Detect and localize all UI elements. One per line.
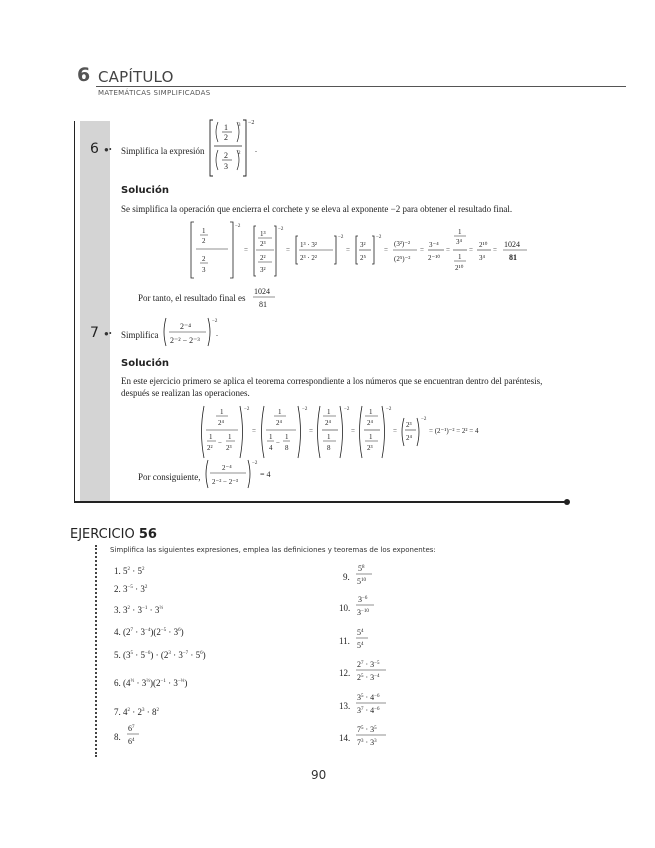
problem-7-solution-steps bbox=[198, 404, 498, 460]
svg-text:−: − bbox=[218, 439, 222, 447]
svg-text:2³: 2³ bbox=[226, 444, 232, 452]
svg-text:8: 8 bbox=[285, 444, 289, 452]
svg-text:−2: −2 bbox=[344, 407, 350, 412]
svg-text:1: 1 bbox=[202, 227, 206, 235]
example-box-bottom-rule bbox=[74, 501, 568, 503]
svg-text:2⁴: 2⁴ bbox=[406, 434, 412, 442]
svg-text:=: = bbox=[469, 246, 473, 254]
exercise-item-1: 1. $5^2 \cdot 5^2$ bbox=[114, 566, 145, 576]
svg-text:2¹⁰: 2¹⁰ bbox=[455, 264, 464, 272]
svg-text:2¹⁰: 2¹⁰ bbox=[479, 241, 488, 249]
header-rule bbox=[96, 86, 626, 87]
svg-text:510: $5^{10}$ bbox=[357, 577, 366, 586]
svg-text:2⁴: 2⁴ bbox=[218, 419, 224, 427]
svg-text:1: 1 bbox=[458, 253, 462, 261]
svg-text:2⁻² − 2⁻³: 2⁻² − 2⁻³ bbox=[212, 478, 239, 486]
svg-text:1: 1 bbox=[369, 408, 373, 416]
svg-text:=: = bbox=[346, 246, 350, 254]
svg-text:2²: 2² bbox=[207, 444, 213, 452]
problem-7-explanation-2: después se realizan las operaciones. bbox=[121, 388, 250, 398]
exercise-title-prefix: EJERCICIO bbox=[70, 527, 135, 542]
svg-text:3²: 3² bbox=[360, 241, 366, 249]
exercise-item-number: 6. bbox=[114, 678, 121, 688]
exercise-item-number: 4. bbox=[114, 627, 121, 637]
exercise-item-13-fraction bbox=[355, 691, 389, 717]
svg-text:2: 2 bbox=[202, 255, 206, 263]
svg-text:(2⁵)⁻²: (2⁵)⁻² bbox=[394, 255, 411, 263]
svg-text:−2: −2 bbox=[212, 319, 218, 324]
svg-text:3⁴: 3⁴ bbox=[479, 254, 485, 262]
svg-text:81: 81 bbox=[509, 253, 517, 262]
exercise-item-9: 9. bbox=[343, 572, 350, 582]
problem-number-6: 6 bbox=[90, 141, 99, 157]
exercise-item-10-fraction bbox=[355, 593, 377, 619]
svg-text:=: = bbox=[384, 246, 388, 254]
problem-number-7: 7 bbox=[90, 325, 99, 341]
svg-text:−2: −2 bbox=[248, 120, 255, 126]
svg-text:2⁻⁴: 2⁻⁴ bbox=[180, 322, 192, 331]
svg-text:67: $6^7$ bbox=[128, 724, 135, 733]
exercise-item-14-fraction bbox=[355, 723, 389, 749]
exercise-instructions: Simplifica las siguientes expresiones, emplea las definiciones y teoremas de los exponentes: bbox=[110, 546, 436, 554]
svg-text:−2: −2 bbox=[421, 417, 427, 422]
problem-6-solution-steps bbox=[188, 220, 508, 280]
svg-text:2⁴: 2⁴ bbox=[367, 419, 373, 427]
exercise-item-2: 2. $3^{-5} \cdot 3^2$ bbox=[114, 584, 148, 594]
svg-text:(3²)⁻²: (3²)⁻² bbox=[394, 240, 411, 248]
svg-text:58: $5^8$ bbox=[358, 564, 365, 573]
problem-6-explanation: Se simplifica la operación que encierra el corchete y se eleva al exponente −2 para obtener el resultado final. bbox=[121, 204, 513, 214]
svg-text:1: 1 bbox=[269, 433, 273, 441]
exercise-item-8 bbox=[114, 732, 121, 742]
bullet-icon: ●• bbox=[104, 145, 112, 154]
svg-text:2: 2 bbox=[202, 237, 206, 245]
chapter-number: 6 bbox=[77, 64, 91, 86]
svg-text:75 · 35: $7^5 \cdot 3^5$ bbox=[357, 725, 377, 734]
svg-text:1: 1 bbox=[220, 408, 224, 416]
exercise-item-12: 12. bbox=[339, 668, 351, 678]
svg-text:8: 8 bbox=[327, 444, 331, 452]
problem-7-result bbox=[204, 458, 284, 492]
problem-7-conclusion: Por consiguiente, bbox=[138, 472, 201, 482]
exercise-item-11: 11. bbox=[339, 636, 350, 646]
bullet-icon: ●• bbox=[104, 329, 112, 338]
svg-text:.: . bbox=[216, 329, 218, 338]
svg-text:−2: −2 bbox=[235, 224, 241, 229]
svg-text:=: = bbox=[244, 246, 248, 254]
svg-text:2³: 2³ bbox=[260, 240, 266, 248]
svg-text:3⁴: 3⁴ bbox=[456, 238, 462, 246]
exercise-item-6: 6. $(4^{\frac{1}{2}} \cdot 3^{\frac{2}{3}})(2^{-1} \cdot 3^{-\frac{1}{3}})$ bbox=[114, 678, 188, 688]
rule-end-dot bbox=[564, 499, 570, 505]
exercise-item-number: 5. bbox=[114, 650, 121, 660]
exercise-title bbox=[70, 527, 157, 542]
exercise-item-13: 13. bbox=[339, 701, 351, 711]
svg-text:3−10: $3^{-10}$ bbox=[357, 608, 369, 617]
svg-text:1: 1 bbox=[209, 433, 213, 441]
exercise-item-10: 10. bbox=[339, 603, 351, 613]
svg-text:2³: 2³ bbox=[367, 444, 373, 452]
exercise-number: 56 bbox=[138, 527, 157, 542]
exercise-item-11-fraction bbox=[355, 626, 371, 652]
solution-label-6: Solución bbox=[121, 185, 169, 196]
svg-text:1024: 1024 bbox=[504, 240, 520, 249]
problem-7-expression bbox=[162, 316, 222, 350]
exercise-item-3: 3. $3^2 \cdot 3^{-1} \cdot 3^{\frac{2}{3}}$ bbox=[114, 605, 164, 615]
svg-text:3: 3 bbox=[238, 123, 241, 128]
problem-6-final-fraction bbox=[502, 236, 532, 266]
svg-text:= 4: = 4 bbox=[260, 470, 271, 479]
exercise-item-12-fraction bbox=[355, 658, 389, 684]
svg-text:37 · 4−6: $3^7 \cdot 4^{-6}$ bbox=[357, 706, 380, 715]
svg-text:73 · 33: $7^3 \cdot 3^3$ bbox=[357, 738, 377, 747]
svg-text:−: − bbox=[276, 439, 280, 447]
svg-text:=: = bbox=[393, 427, 397, 435]
exercise-item-number: 3. bbox=[114, 605, 121, 615]
svg-text:2²: 2² bbox=[260, 254, 266, 262]
svg-text:2: 2 bbox=[238, 151, 241, 156]
exercise-item-4: 4. $(2^7 \cdot 3^{-4})(2^{-5} \cdot 3^6)$ bbox=[114, 627, 184, 637]
svg-text:2⁵: 2⁵ bbox=[360, 254, 366, 262]
problem-7-prompt: Simplifica bbox=[121, 330, 159, 340]
example-sidebar bbox=[80, 121, 110, 501]
svg-text:35 · 4−6: $3^5 \cdot 4^{-6}$ bbox=[357, 693, 380, 702]
exercise-item-5: 5. $(3^5 \cdot 5^{-6}) \cdot (2^3 \cdot 3^{-7} \cdot 5^6)$ bbox=[114, 650, 206, 660]
problem-7-explanation-1: En este ejercicio primero se aplica el teorema correspondiente a los números que se encuentran dentro del paréntesis, bbox=[121, 376, 543, 386]
svg-text:1: 1 bbox=[278, 408, 282, 416]
svg-text:1: 1 bbox=[458, 228, 462, 236]
exercise-item-9-fraction bbox=[355, 562, 375, 588]
svg-text:3−6: $3^{-6}$ bbox=[358, 595, 368, 604]
exercise-item-number: 8. bbox=[114, 732, 121, 742]
svg-text:2⁻¹⁰: 2⁻¹⁰ bbox=[428, 254, 441, 262]
svg-text:2⁻⁴: 2⁻⁴ bbox=[222, 464, 232, 472]
svg-text:1³: 1³ bbox=[260, 230, 266, 238]
page-number: 90 bbox=[311, 768, 327, 782]
svg-text:1³ · 3²: 1³ · 3² bbox=[300, 241, 318, 249]
svg-text:54: $5^4$ bbox=[357, 628, 364, 637]
svg-text:25 · 3−4: $2^5 \cdot 3^{-4}$ bbox=[357, 673, 380, 682]
svg-text:2⁴: 2⁴ bbox=[276, 419, 282, 427]
svg-text:=: = bbox=[493, 246, 497, 254]
svg-text:1: 1 bbox=[327, 408, 331, 416]
svg-text:2⁻² − 2⁻³: 2⁻² − 2⁻³ bbox=[170, 336, 200, 345]
svg-text:64: $6^4$ bbox=[128, 737, 135, 746]
svg-text:−2: −2 bbox=[252, 461, 258, 466]
svg-text:−2: −2 bbox=[244, 407, 250, 412]
exercise-item-8-fraction bbox=[126, 722, 142, 748]
problem-6-prompt: Simplifica la expresión bbox=[121, 146, 205, 156]
svg-text:=: = bbox=[420, 246, 424, 254]
svg-text:1024: 1024 bbox=[254, 287, 270, 296]
svg-text:−2: −2 bbox=[376, 235, 382, 240]
svg-text:3⁻⁴: 3⁻⁴ bbox=[429, 241, 439, 249]
svg-text:2⁴: 2⁴ bbox=[325, 419, 331, 427]
solution-label-7: Solución bbox=[121, 358, 169, 369]
svg-text:1: 1 bbox=[327, 433, 331, 441]
svg-text:.: . bbox=[255, 145, 257, 154]
exercise-item-number: 2. bbox=[114, 584, 121, 594]
svg-text:=: = bbox=[309, 427, 313, 435]
svg-text:=: = bbox=[351, 427, 355, 435]
problem-6-conclusion: Por tanto, el resultado final es bbox=[138, 293, 246, 303]
svg-text:3: 3 bbox=[224, 162, 228, 171]
exercise-item-14: 14. bbox=[339, 733, 351, 743]
problem-6-expression bbox=[208, 118, 268, 178]
svg-text:54: $5^4$ bbox=[357, 641, 364, 650]
svg-text:2: 2 bbox=[224, 151, 228, 160]
svg-text:=: = bbox=[252, 427, 256, 435]
svg-text:−2: −2 bbox=[302, 407, 308, 412]
svg-text:=: = bbox=[286, 246, 290, 254]
svg-text:1: 1 bbox=[228, 433, 232, 441]
svg-text:1: 1 bbox=[369, 433, 373, 441]
svg-text:= (2⁻¹)⁻² = 2² = 4: = (2⁻¹)⁻² = 2² = 4 bbox=[429, 427, 479, 435]
problem-6-result bbox=[252, 284, 282, 312]
svg-text:2³: 2³ bbox=[406, 421, 412, 429]
exercise-dotted-rule bbox=[95, 545, 97, 757]
svg-text:1: 1 bbox=[224, 123, 228, 132]
example-box-border bbox=[74, 121, 75, 502]
svg-text:−2: −2 bbox=[278, 227, 284, 232]
svg-text:2: 2 bbox=[224, 133, 228, 142]
chapter-title: CAPÍTULO bbox=[98, 68, 174, 86]
svg-text:3²: 3² bbox=[260, 266, 266, 274]
svg-text:−2: −2 bbox=[338, 235, 344, 240]
exercise-item-number: 7. bbox=[114, 707, 121, 717]
svg-text:4: 4 bbox=[269, 444, 273, 452]
svg-text:2³ · 2²: 2³ · 2² bbox=[300, 254, 318, 262]
svg-text:=: = bbox=[446, 246, 450, 254]
svg-text:−2: −2 bbox=[386, 407, 392, 412]
exercise-item-number: 1. bbox=[114, 566, 121, 576]
svg-text:3: 3 bbox=[202, 266, 206, 274]
chapter-subtitle: MATEMÁTICAS SIMPLIFICADAS bbox=[98, 89, 211, 97]
svg-text:27 · 3−5: $2^7 \cdot 3^{-5}$ bbox=[357, 660, 380, 669]
exercise-item-7: 7. $4^2 \cdot 2^3 \cdot 8^2$ bbox=[114, 707, 159, 717]
svg-text:1: 1 bbox=[285, 433, 289, 441]
svg-text:81: 81 bbox=[259, 300, 267, 309]
